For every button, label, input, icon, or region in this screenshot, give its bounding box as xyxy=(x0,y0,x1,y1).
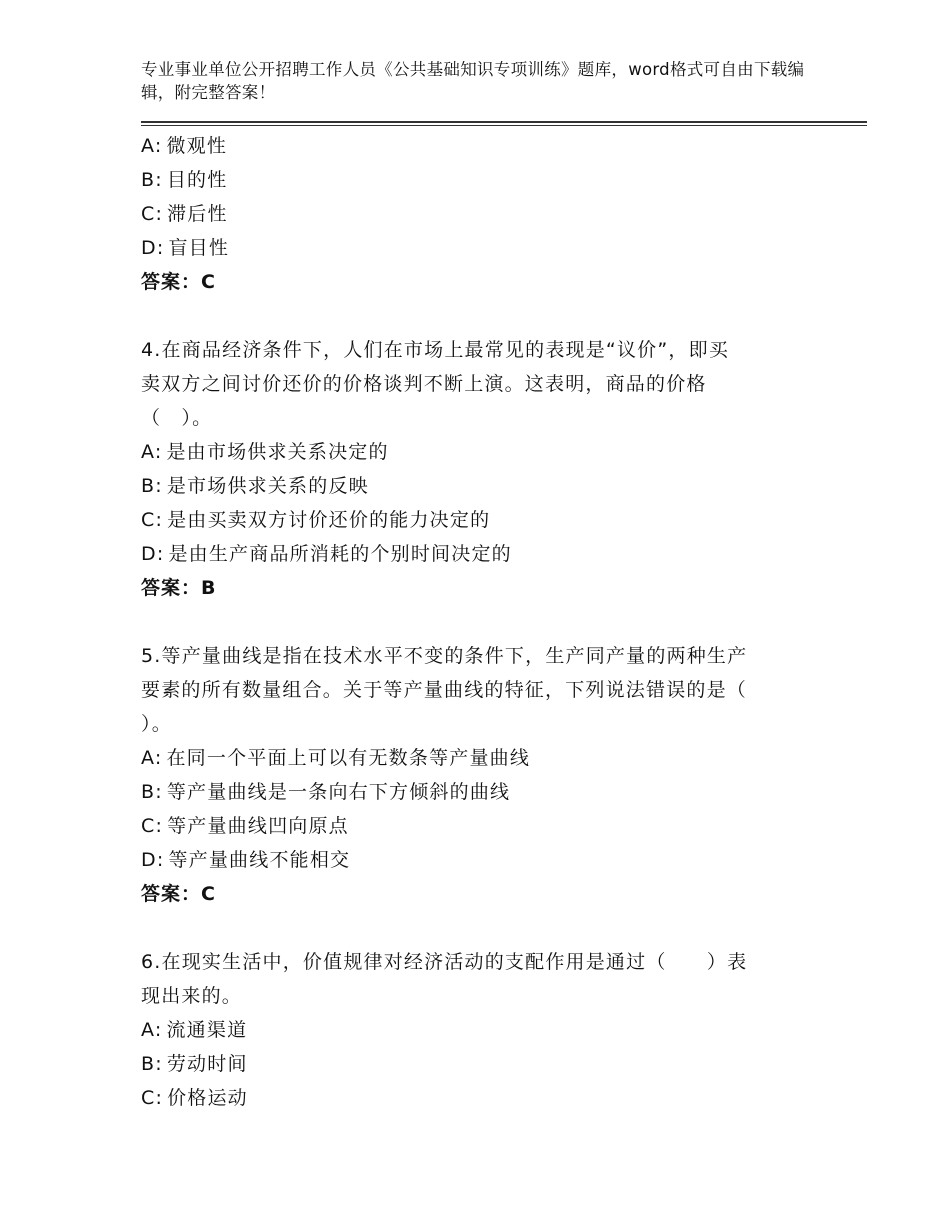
option-d: D: 等产量曲线不能相交 xyxy=(141,849,351,871)
option-c: C: 是由买卖双方讨价还价的能力决定的 xyxy=(141,509,491,531)
question-fragment xyxy=(141,129,811,299)
option-b: B: 劳动时间 xyxy=(141,1053,248,1075)
question-stem-line: 卖双方之间讨价还价的价格谈判不断上演。这表明，商品的价格 xyxy=(141,373,707,395)
question-stem-line: （ ）。 xyxy=(141,407,213,429)
header-rule-thick xyxy=(141,121,867,123)
page-header: 专业事业单位公开招聘工作人员《公共基础知识专项训练》题库，word格式可自由下载编辑，附完整答案！ xyxy=(141,60,805,102)
question-5 xyxy=(141,639,811,911)
option-c: C: 滞后性 xyxy=(141,203,228,225)
option-d: D: 盲目性 xyxy=(141,237,230,259)
option-a: A: 微观性 xyxy=(141,135,228,157)
question-stem-line: 4.在商品经济条件下，人们在市场上最常见的表现是“议价”，即买 xyxy=(141,339,730,361)
option-a: A: 在同一个平面上可以有无数条等产量曲线 xyxy=(141,747,531,769)
option-c: C: 价格运动 xyxy=(141,1087,248,1109)
option-b: B: 是市场供求关系的反映 xyxy=(141,475,369,497)
question-stem-line: 6.在现实生活中，价值规律对经济活动的支配作用是通过（ ）表 xyxy=(141,951,748,973)
spacer xyxy=(141,299,811,333)
option-d: D: 是由生产商品所消耗的个别时间决定的 xyxy=(141,543,512,565)
spacer xyxy=(141,605,811,639)
question-6 xyxy=(141,945,811,1115)
header-rule-thin xyxy=(141,125,867,126)
question-stem-line: 现出来的。 xyxy=(141,985,243,1007)
option-b: B: 等产量曲线是一条向右下方倾斜的曲线 xyxy=(141,781,511,803)
answer: 答案：B xyxy=(141,577,217,599)
option-c: C: 等产量曲线凹向原点 xyxy=(141,815,349,837)
question-stem-line: 5.等产量曲线是指在技术水平不变的条件下，生产同产量的两种生产 xyxy=(141,645,748,667)
option-b: B: 目的性 xyxy=(141,169,228,191)
question-stem-line: 要素的所有数量组合。关于等产量曲线的特征，下列说法错误的是（ xyxy=(141,679,748,701)
question-4 xyxy=(141,333,811,605)
answer: 答案：C xyxy=(141,271,216,293)
option-a: A: 是由市场供求关系决定的 xyxy=(141,441,389,463)
option-a: A: 流通渠道 xyxy=(141,1019,248,1041)
answer: 答案：C xyxy=(141,883,216,905)
question-stem-line: ）。 xyxy=(141,713,172,735)
document-body xyxy=(141,129,811,1115)
spacer xyxy=(141,911,811,945)
